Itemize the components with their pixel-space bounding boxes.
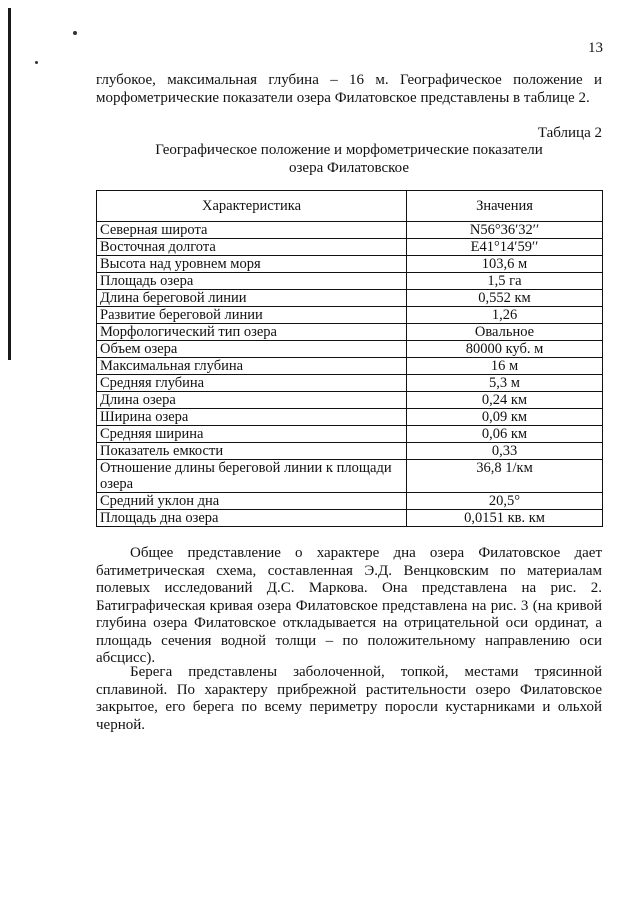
row-name: Длина береговой линии (97, 290, 407, 307)
row-name: Восточная долгота (97, 239, 407, 256)
table-title-line: Географическое положение и морфометрические показатели (155, 142, 543, 158)
header-value: Значения (407, 191, 603, 222)
row-name: Средняя ширина (97, 426, 407, 443)
intro-paragraph: глубокое, максимальная глубина – 16 м. Географическое положение и морфометрические показатели озера Филатовское представлены в таблице 2. (96, 72, 602, 106)
table-row (97, 222, 603, 239)
row-value: 5,3 м (407, 375, 603, 392)
table-row (97, 460, 603, 493)
row-value: 0,09 км (407, 409, 603, 426)
row-name: Высота над уровнем моря (97, 256, 407, 273)
table-label: Таблица 2 (537, 125, 602, 141)
table-row (97, 273, 603, 290)
shores-paragraph: Берега представлены заболоченной, топкой, местами трясинной сплавиной. По характеру прибрежной растительности озеро Филатовское закрытое, его берега по всему периметру поросли кустарниками и ольхой черной. (96, 664, 602, 733)
row-value: 0,0151 кв. км (407, 510, 603, 527)
row-name: Развитие береговой линии (97, 307, 407, 324)
table-row (97, 426, 603, 443)
row-value: E41°14′59′′ (407, 239, 603, 256)
row-name: Ширина озера (97, 409, 407, 426)
row-name: Отношение длины береговой линии к площади озера (97, 460, 407, 493)
row-name: Северная широта (97, 222, 407, 239)
scan-speck (73, 31, 77, 35)
row-value: 0,33 (407, 443, 603, 460)
table-title-line: озера Филатовское (289, 159, 409, 176)
row-name: Средняя глубина (97, 375, 407, 392)
bathymetry-paragraph: Общее представление о характере дна озера Филатовское дает батиметрическая схема, составленная Э.Д. Венцковским по материалам полевых исследований Д.С. Маркова. Она представлена на рис. 2. Батиграфическая кривая озера Филатовское представлена на рис. 3 (на кривой глубина озера Филатовское откладывается на отрицательной оси ординат, а площадь сечения водной толщи – по положительному направлению оси абсцисс). (96, 545, 602, 666)
row-value: 1,5 га (407, 273, 603, 290)
table-row (97, 256, 603, 273)
table-header-row (97, 191, 603, 222)
row-name: Средний уклон дна (97, 493, 407, 510)
table-row (97, 307, 603, 324)
row-value: 36,8 1/км (407, 460, 603, 493)
row-value: 80000 куб. м (407, 341, 603, 358)
row-name: Морфологический тип озера (97, 324, 407, 341)
row-value: 1,26 (407, 307, 603, 324)
scan-speck (35, 61, 38, 64)
scan-margin-bar (8, 8, 11, 360)
morphometry-table (96, 190, 603, 527)
table-row (97, 239, 603, 256)
row-value: 103,6 м (407, 256, 603, 273)
table-row (97, 510, 603, 527)
row-value: 0,06 км (407, 426, 603, 443)
table-row (97, 358, 603, 375)
row-name: Длина озера (97, 392, 407, 409)
table-row (97, 392, 603, 409)
table-row (97, 290, 603, 307)
row-value: Овальное (407, 324, 603, 341)
table-row (97, 375, 603, 392)
row-value: 20,5° (407, 493, 603, 510)
table-row (97, 341, 603, 358)
row-name: Максимальная глубина (97, 358, 407, 375)
table-title (96, 142, 602, 177)
row-name: Площадь озера (97, 273, 407, 290)
row-name: Площадь дна озера (97, 510, 407, 527)
row-value: N56°36′32′′ (407, 222, 603, 239)
row-name: Показатель емкости (97, 443, 407, 460)
row-name: Объем озера (97, 341, 407, 358)
row-value: 0,24 км (407, 392, 603, 409)
table-row (97, 443, 603, 460)
table-row (97, 409, 603, 426)
row-value: 0,552 км (407, 290, 603, 307)
page-number: 13 (588, 40, 603, 56)
table-row (97, 493, 603, 510)
table-row (97, 324, 603, 341)
row-value: 16 м (407, 358, 603, 375)
header-characteristic: Характеристика (97, 191, 407, 222)
